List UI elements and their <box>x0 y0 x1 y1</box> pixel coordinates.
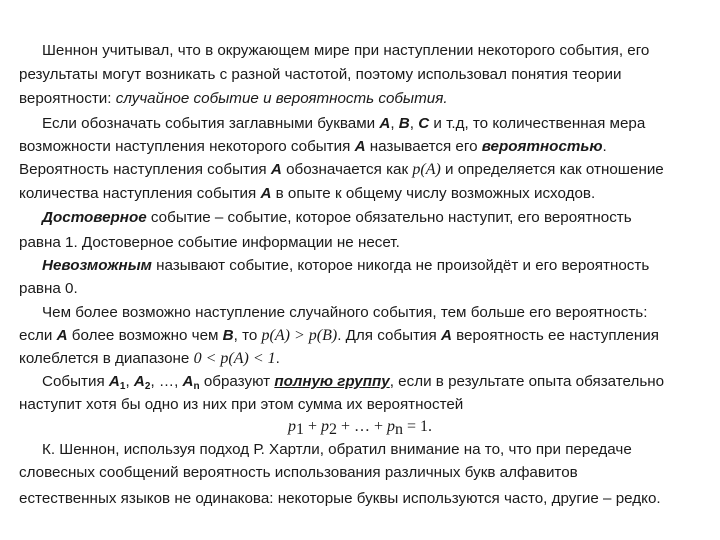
event-symbol: A <box>260 185 272 202</box>
formula: p <box>387 418 396 435</box>
bold-term: вероятностью <box>481 138 603 155</box>
paragraph-line <box>19 161 664 179</box>
event-symbol: C <box>418 115 430 132</box>
text-run: образуют <box>199 373 275 390</box>
text-run: , <box>409 115 419 132</box>
text-run: более возможно чем <box>67 327 223 344</box>
text-run: Вероятность наступления события <box>19 161 271 178</box>
text-run: К. Шеннон, используя подход Р. Хартли, обратил внимание на то, что при передаче <box>42 441 632 458</box>
text-run: , <box>390 115 399 132</box>
sum-formula <box>0 418 720 436</box>
bold-term: Невозможным <box>42 257 152 274</box>
text-run: словесных сообщений вероятность использования различных букв алфавитов <box>19 464 578 481</box>
paragraph-line <box>19 464 578 482</box>
event-symbol: A <box>182 373 194 390</box>
text-run: , если в результате опыта обязательно <box>389 373 665 390</box>
subscript: 1 <box>119 381 126 392</box>
text-run: и определяется как отношение <box>440 161 664 178</box>
formula: + … + <box>336 418 388 435</box>
formula: p(A) > p(B) <box>261 327 338 344</box>
paragraph-line <box>19 66 621 84</box>
text-run: Чем более возможно наступление случайного события, тем больше его вероятность: <box>42 304 648 321</box>
italic-term: случайное событие и вероятность события. <box>115 90 448 107</box>
paragraph-line <box>19 90 448 108</box>
text-run: колеблется в диапазоне <box>19 350 194 367</box>
formula: p <box>287 418 296 435</box>
paragraph-line <box>42 373 664 391</box>
subscript: 2 <box>144 381 151 392</box>
paragraph-line <box>42 441 632 459</box>
paragraph-line <box>42 257 649 275</box>
event-symbol: B <box>398 115 410 132</box>
text-run: наступит хотя бы одно из них при этом сумма их вероятностей <box>19 396 464 413</box>
paragraph-line <box>19 138 607 156</box>
paragraph-line <box>19 396 463 414</box>
text-run: в опыте к общему числу возможных исходов. <box>271 185 596 202</box>
text-run: обозначается как <box>281 161 413 178</box>
text-run: равна 1. Достоверное событие информации не несет. <box>19 234 400 251</box>
text-run: , …, <box>150 373 183 390</box>
paragraph-line <box>42 115 645 133</box>
bold-term: полную группу <box>274 373 390 390</box>
text-run: возможности наступления некоторого события <box>19 138 355 155</box>
text-run: . <box>275 350 280 367</box>
formula: 0 < p(A) < 1 <box>193 350 276 367</box>
paragraph-line <box>19 327 659 345</box>
text-run: , то <box>233 327 262 344</box>
text-run: вероятности: <box>19 90 116 107</box>
text-run: называется его <box>365 138 482 155</box>
subscript: n <box>395 421 404 438</box>
formula: + <box>303 418 321 435</box>
text-run: равна 0. <box>19 280 78 297</box>
subscript: 2 <box>328 421 337 438</box>
text-run: Шеннон учитывал, что в окружающем мире при наступлении некоторого события, его <box>42 42 650 59</box>
paragraph-line <box>42 209 632 227</box>
bold-term: Достоверное <box>42 209 147 226</box>
event-symbol: A <box>270 161 282 178</box>
paragraph-line <box>42 304 647 322</box>
event-symbol: A <box>108 373 120 390</box>
event-symbol: A <box>354 138 366 155</box>
formula: = 1. <box>403 418 433 435</box>
text-run: называют событие, которое никогда не произойдёт и его вероятность <box>151 257 650 274</box>
paragraph-line <box>42 42 649 60</box>
paragraph-line <box>19 185 595 203</box>
text-run: . Для события <box>337 327 441 344</box>
paragraph-line <box>19 490 661 508</box>
event-symbol: A <box>379 115 391 132</box>
text-run: вероятность ее наступления <box>451 327 659 344</box>
event-symbol: A <box>133 373 145 390</box>
subscript: 1 <box>295 421 304 438</box>
formula: p <box>320 418 329 435</box>
event-symbol: B <box>222 327 234 344</box>
formula: p(A) <box>412 161 441 178</box>
text-run: событие – событие, которое обязательно наступит, его вероятность <box>146 209 632 226</box>
text-run: естественных языков не одинакова: некоторые буквы используются часто, другие – редко. <box>19 490 661 507</box>
text-run: События <box>42 373 109 390</box>
text-run: , <box>125 373 134 390</box>
text-run: . <box>602 138 607 155</box>
text-run: количества наступления события <box>19 185 261 202</box>
event-symbol: A <box>56 327 68 344</box>
text-run: результаты могут возникать с разной частотой, поэтому использовал понятия теории <box>19 66 622 83</box>
text-run: и т.д, то количественная мера <box>429 115 646 132</box>
text-run: если <box>19 327 57 344</box>
text-run: Если обозначать события заглавными буквами <box>42 115 380 132</box>
subscript: n <box>193 381 200 392</box>
event-symbol: A <box>440 327 452 344</box>
paragraph-line <box>19 350 280 368</box>
paragraph-line <box>19 280 78 298</box>
paragraph-line <box>19 234 400 252</box>
